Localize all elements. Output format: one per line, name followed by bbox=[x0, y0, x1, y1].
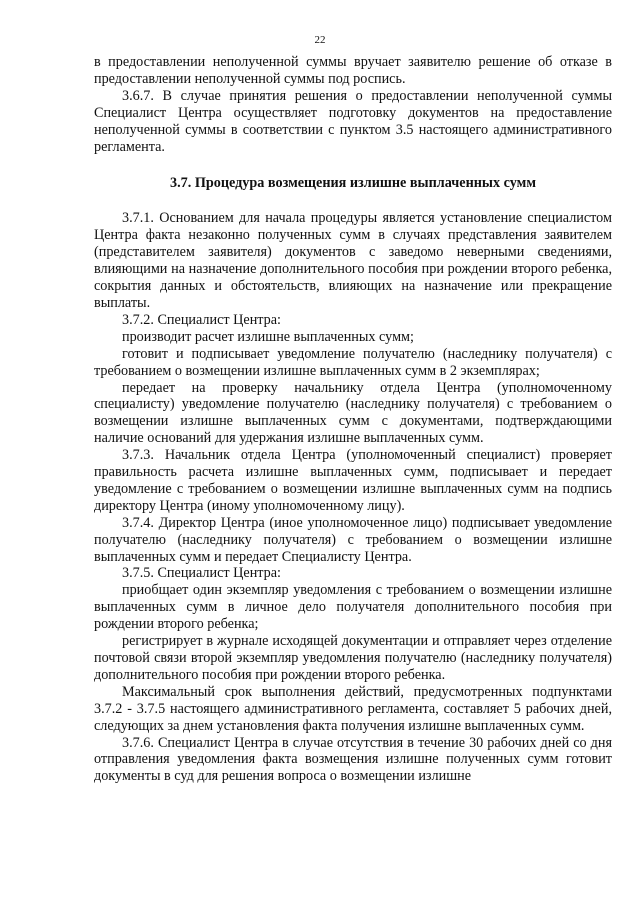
paragraph-3-7-4: 3.7.4. Директор Центра (иное уполномоченное лицо) подписывает уведомление получателю (наследнику получателя) с требованием о возмещении излишне выплаченных сумм и передает Специалисту Центра. bbox=[94, 514, 612, 565]
paragraph-3-7-5: 3.7.5. Специалист Центра: bbox=[122, 565, 281, 582]
paragraph-3-7-6: 3.7.6. Специалист Центра в случае отсутствия в течение 30 рабочих дней со дня отправления уведомления факта возмещения излишне полученных сумм готовит документы в суд для решения вопроса о возмещении излишне bbox=[94, 734, 612, 785]
list-item-calculation: производит расчет излишне выплаченных сумм; bbox=[122, 328, 414, 345]
list-item-notification: готовит и подписывает уведомление получателю (наследнику получателя) с требованием о возмещении излишне выплаченных сумм в 2 экземплярах; bbox=[94, 345, 612, 379]
list-item-transfer-check: передает на проверку начальнику отдела Центра (уполномоченному специалисту) уведомление получателю (наследнику получателя) с требованием о возмещении излишне выплаченных сумм с документами, подтверждающими наличие оснований для удержания излишне выплаченных сумм. bbox=[94, 379, 612, 447]
list-item-register: регистрирует в журнале исходящей документации и отправляет через отделение почтовой связи второй экземпляр уведомления получателю (наследнику получателя) дополнительного пособия при рождении второго ребенка. bbox=[94, 633, 612, 683]
paragraph-3-7-2: 3.7.2. Специалист Центра: bbox=[122, 311, 281, 328]
document-body bbox=[94, 54, 612, 785]
list-item-attach: приобщает один экземпляр уведомления с требованием о возмещении излишне выплаченных сумм в личное дело получателя дополнительного пособия при рождении второго ребенка; bbox=[94, 582, 612, 633]
paragraph-3-7-1: 3.7.1. Основанием для начала процедуры является установление специалистом Центра факта незаконно полученных сумм в случаях представления заявителем (представителем заявителя) документов с заведомо неверными сведениями, влияющими на назначение дополнительного пособия при рождении второго ребенка, сокрытия данных и обстоятельств, влияющих на назначение или прекращение выплаты. bbox=[94, 210, 612, 311]
section-heading-3-7: 3.7. Процедура возмещения излишне выплаченных сумм bbox=[169, 175, 536, 192]
page-number: 22 bbox=[314, 34, 326, 46]
paragraph-3-7-3: 3.7.3. Начальник отдела Центра (уполномоченный специалист) проверяет правильность расчета излишне выплаченных сумм, подписывает и передает уведомление с требованием о возмещении излишне выплаченных сумм на подпись директору Центра (иному уполномоченному лицу). bbox=[94, 447, 612, 514]
paragraph-continuation: в предоставлении неполученной суммы вручает заявителю решение об отказе в предоставлении неполученной суммы под роспись. bbox=[94, 54, 612, 87]
paragraph-3-6-7: 3.6.7. В случае принятия решения о предоставлении неполученной суммы Специалист Центра осуществляет подготовку документов на предоставление неполученной суммы в соответствии с пунктом 3.5 настоящего административного регламента. bbox=[94, 87, 612, 155]
paragraph-max-term: Максимальный срок выполнения действий, предусмотренных подпунктами 3.7.2 - 3.7.5 настоящего административного регламента, составляет 5 рабочих дней, следующих за днем установления факта получения излишне выплаченных сумм. bbox=[94, 683, 612, 734]
